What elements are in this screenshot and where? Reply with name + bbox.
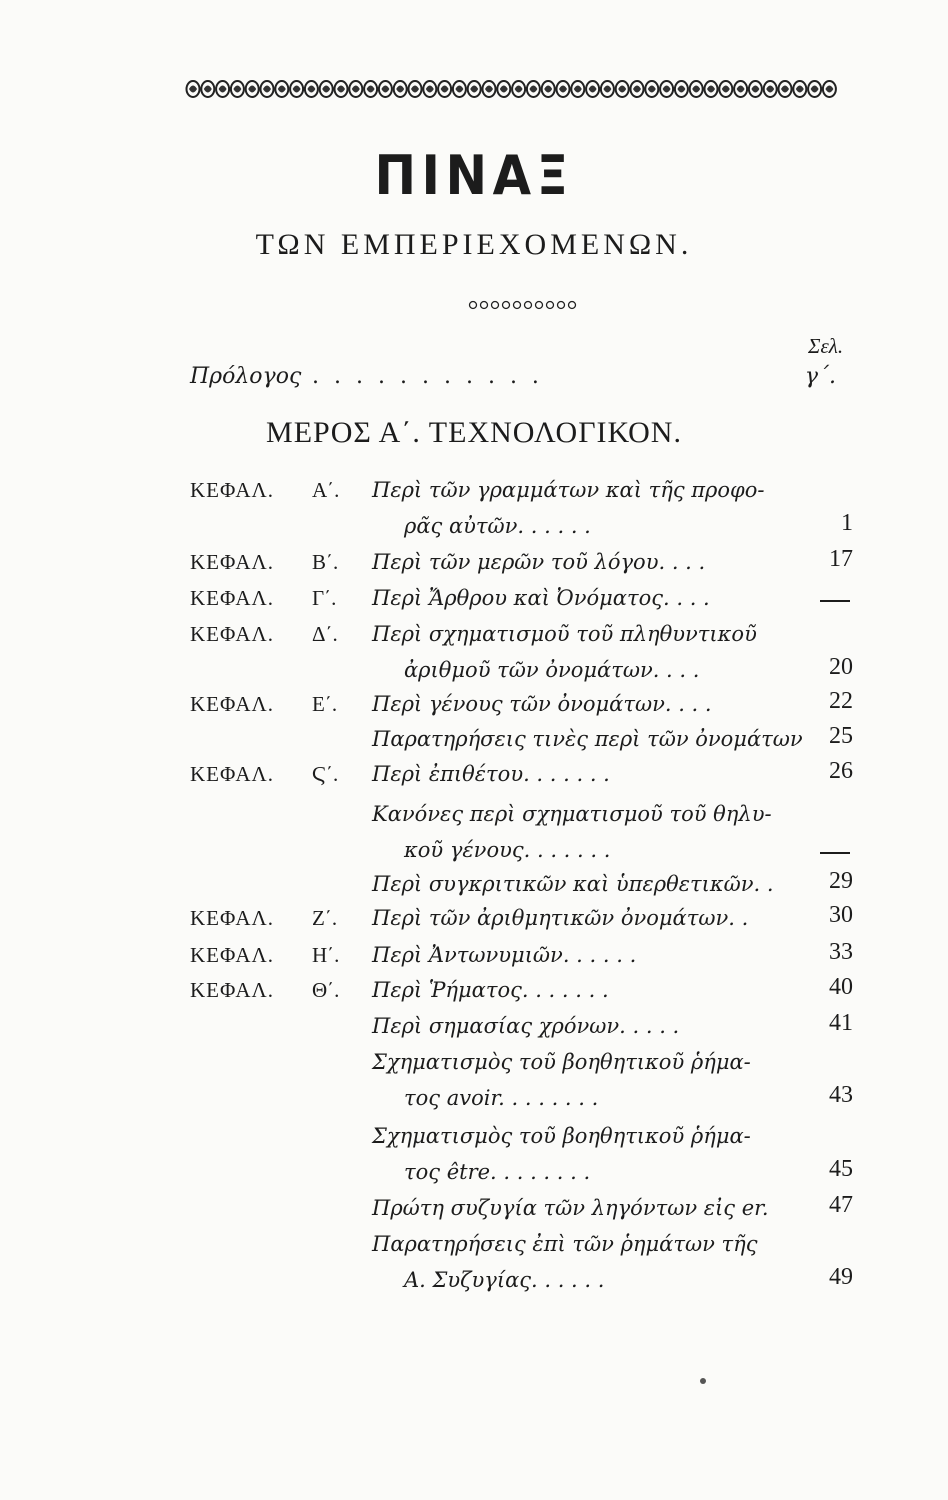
toc-entry[interactable]: [0, 902, 948, 942]
entry-title-continuation: κοῦ γένους. . . . . . .: [404, 838, 611, 862]
page-number: 43: [829, 1082, 853, 1108]
entry-title: Περὶ ἐπιθέτου. . . . . . .: [372, 762, 610, 786]
chapter-number: Ϛ΄.: [312, 762, 339, 786]
chapter-label: ΚΕΦΑΛ.: [190, 478, 274, 502]
entry-title: Παρατηρήσεις τινὲς περὶ τῶν ὀνομάτων: [372, 727, 803, 751]
entry-title-continuation: τος être. . . . . . . .: [404, 1160, 591, 1184]
entry-title: Περὶ Ῥήματος. . . . . . .: [372, 978, 609, 1002]
entry-title: Σχηματισμὸς τοῦ βοηθητικοῦ ῥήμα-: [372, 1050, 751, 1074]
page-number: 47: [829, 1192, 853, 1218]
toc-entry[interactable]: [0, 1232, 948, 1304]
page-number: 22: [829, 688, 853, 714]
chapter-number: Ε΄.: [312, 692, 338, 716]
page-column-label: Σελ.: [808, 334, 844, 358]
page-title: ΠΙΝΑΞ: [374, 144, 574, 207]
page-number: 25: [829, 723, 853, 749]
toc-entry[interactable]: [0, 1192, 948, 1232]
entry-title: Παρατηρήσεις ἐπὶ τῶν ῥημάτων τῆς: [372, 1232, 758, 1256]
toc-entry[interactable]: [0, 1050, 948, 1122]
toc-entry[interactable]: [0, 622, 948, 694]
toc-entry[interactable]: [0, 974, 948, 1014]
page-number: 41: [829, 1010, 853, 1036]
chapter-label: ΚΕΦΑΛ.: [190, 943, 274, 967]
entry-title-continuation: τος avoir. . . . . . . .: [404, 1086, 599, 1110]
entry-title: Κανόνες περὶ σχηματισμοῦ τοῦ θηλυ-: [372, 802, 772, 826]
page-number: 40: [829, 974, 853, 1000]
entry-title: Πρώτη συζυγία τῶν ληγόντων εἰς er.: [372, 1196, 769, 1220]
chapter-number: Θ΄.: [312, 978, 340, 1002]
page-dash: [820, 600, 850, 602]
ink-speck: [700, 1378, 706, 1384]
chapter-label: ΚΕΦΑΛ.: [190, 586, 274, 610]
chapter-number: Ζ΄.: [312, 906, 338, 930]
toc-entry[interactable]: [0, 586, 948, 622]
entry-title: Περὶ Ἀντωνυμιῶν. . . . . .: [372, 943, 637, 967]
page-subtitle: ΤΩΝ ΕΜΠΕΡΙΕΧΟΜΕΝΩΝ.: [255, 228, 693, 261]
entry-title: Σχηματισμὸς τοῦ βοηθητικοῦ ῥήμα-: [372, 1124, 751, 1148]
page-number: 45: [829, 1156, 853, 1182]
chapter-number: Γ΄.: [312, 586, 337, 610]
entry-title-continuation: ρᾶς αὐτῶν. . . . . .: [404, 514, 591, 538]
entry-title: Περὶ σχηματισμοῦ τοῦ πληθυντικοῦ: [372, 622, 757, 646]
page-dash: [820, 852, 850, 854]
chapter-number: Η΄.: [312, 943, 340, 967]
page-number: 17: [829, 546, 853, 572]
toc-entry[interactable]: [0, 1124, 948, 1196]
toc-entry[interactable]: [0, 802, 948, 874]
entry-title: Περὶ τῶν μερῶν τοῦ λόγου. . . .: [372, 550, 706, 574]
page-number: 49: [829, 1264, 853, 1290]
chapter-label: ΚΕΦΑΛ.: [190, 906, 274, 930]
page-number: 33: [829, 939, 853, 965]
chapter-label: ΚΕΦΑΛ.: [190, 550, 274, 574]
entry-title: Περὶ σημασίας χρόνων. . . . .: [372, 1014, 680, 1038]
chapter-number: Α΄.: [312, 478, 340, 502]
toc-entry[interactable]: [0, 1010, 948, 1050]
toc-entry[interactable]: [0, 758, 948, 798]
entry-title-continuation: Α. Συζυγίας. . . . . .: [404, 1268, 605, 1292]
entry-title-continuation: ἀριθμοῦ τῶν ὀνομάτων. . . .: [404, 658, 700, 682]
prologue-page-number: γ΄.: [804, 364, 836, 389]
chapter-number: Δ΄.: [312, 622, 338, 646]
chapter-number: Β΄.: [312, 550, 339, 574]
prologue-leader: ...........: [312, 364, 554, 389]
chapter-label: ΚΕΦΑΛ.: [190, 622, 274, 646]
entry-title: Περὶ τῶν ἀριθμητικῶν ὀνομάτων. .: [372, 906, 749, 930]
page-number: 1: [841, 510, 853, 536]
page-number: 29: [829, 868, 853, 894]
page-number: 20: [829, 654, 853, 680]
chapter-label: ΚΕΦΑΛ.: [190, 978, 274, 1002]
entry-title: Περὶ τῶν γραμμάτων καὶ τῆς προφο-: [372, 478, 765, 502]
section-heading: ΜΕΡΟΣ Α΄. ΤΕΧΝΟΛΟΓΙΚΟΝ.: [266, 416, 682, 449]
entry-title: Περὶ συγκριτικῶν καὶ ὑπερθετικῶν. .: [372, 872, 774, 896]
toc-entry[interactable]: [0, 546, 948, 586]
toc-entry[interactable]: [0, 478, 948, 550]
prologue-label: Πρόλογος: [190, 364, 302, 389]
entry-title: Περὶ γένους τῶν ὀνομάτων. . . .: [372, 692, 712, 716]
chapter-label: ΚΕΦΑΛ.: [190, 692, 274, 716]
page-number: 26: [829, 758, 853, 784]
chapter-label: ΚΕΦΑΛ.: [190, 762, 274, 786]
page-number: 30: [829, 902, 853, 928]
entry-title: Περὶ Ἄρθρου καὶ Ὀνόματος. . . .: [372, 586, 710, 610]
